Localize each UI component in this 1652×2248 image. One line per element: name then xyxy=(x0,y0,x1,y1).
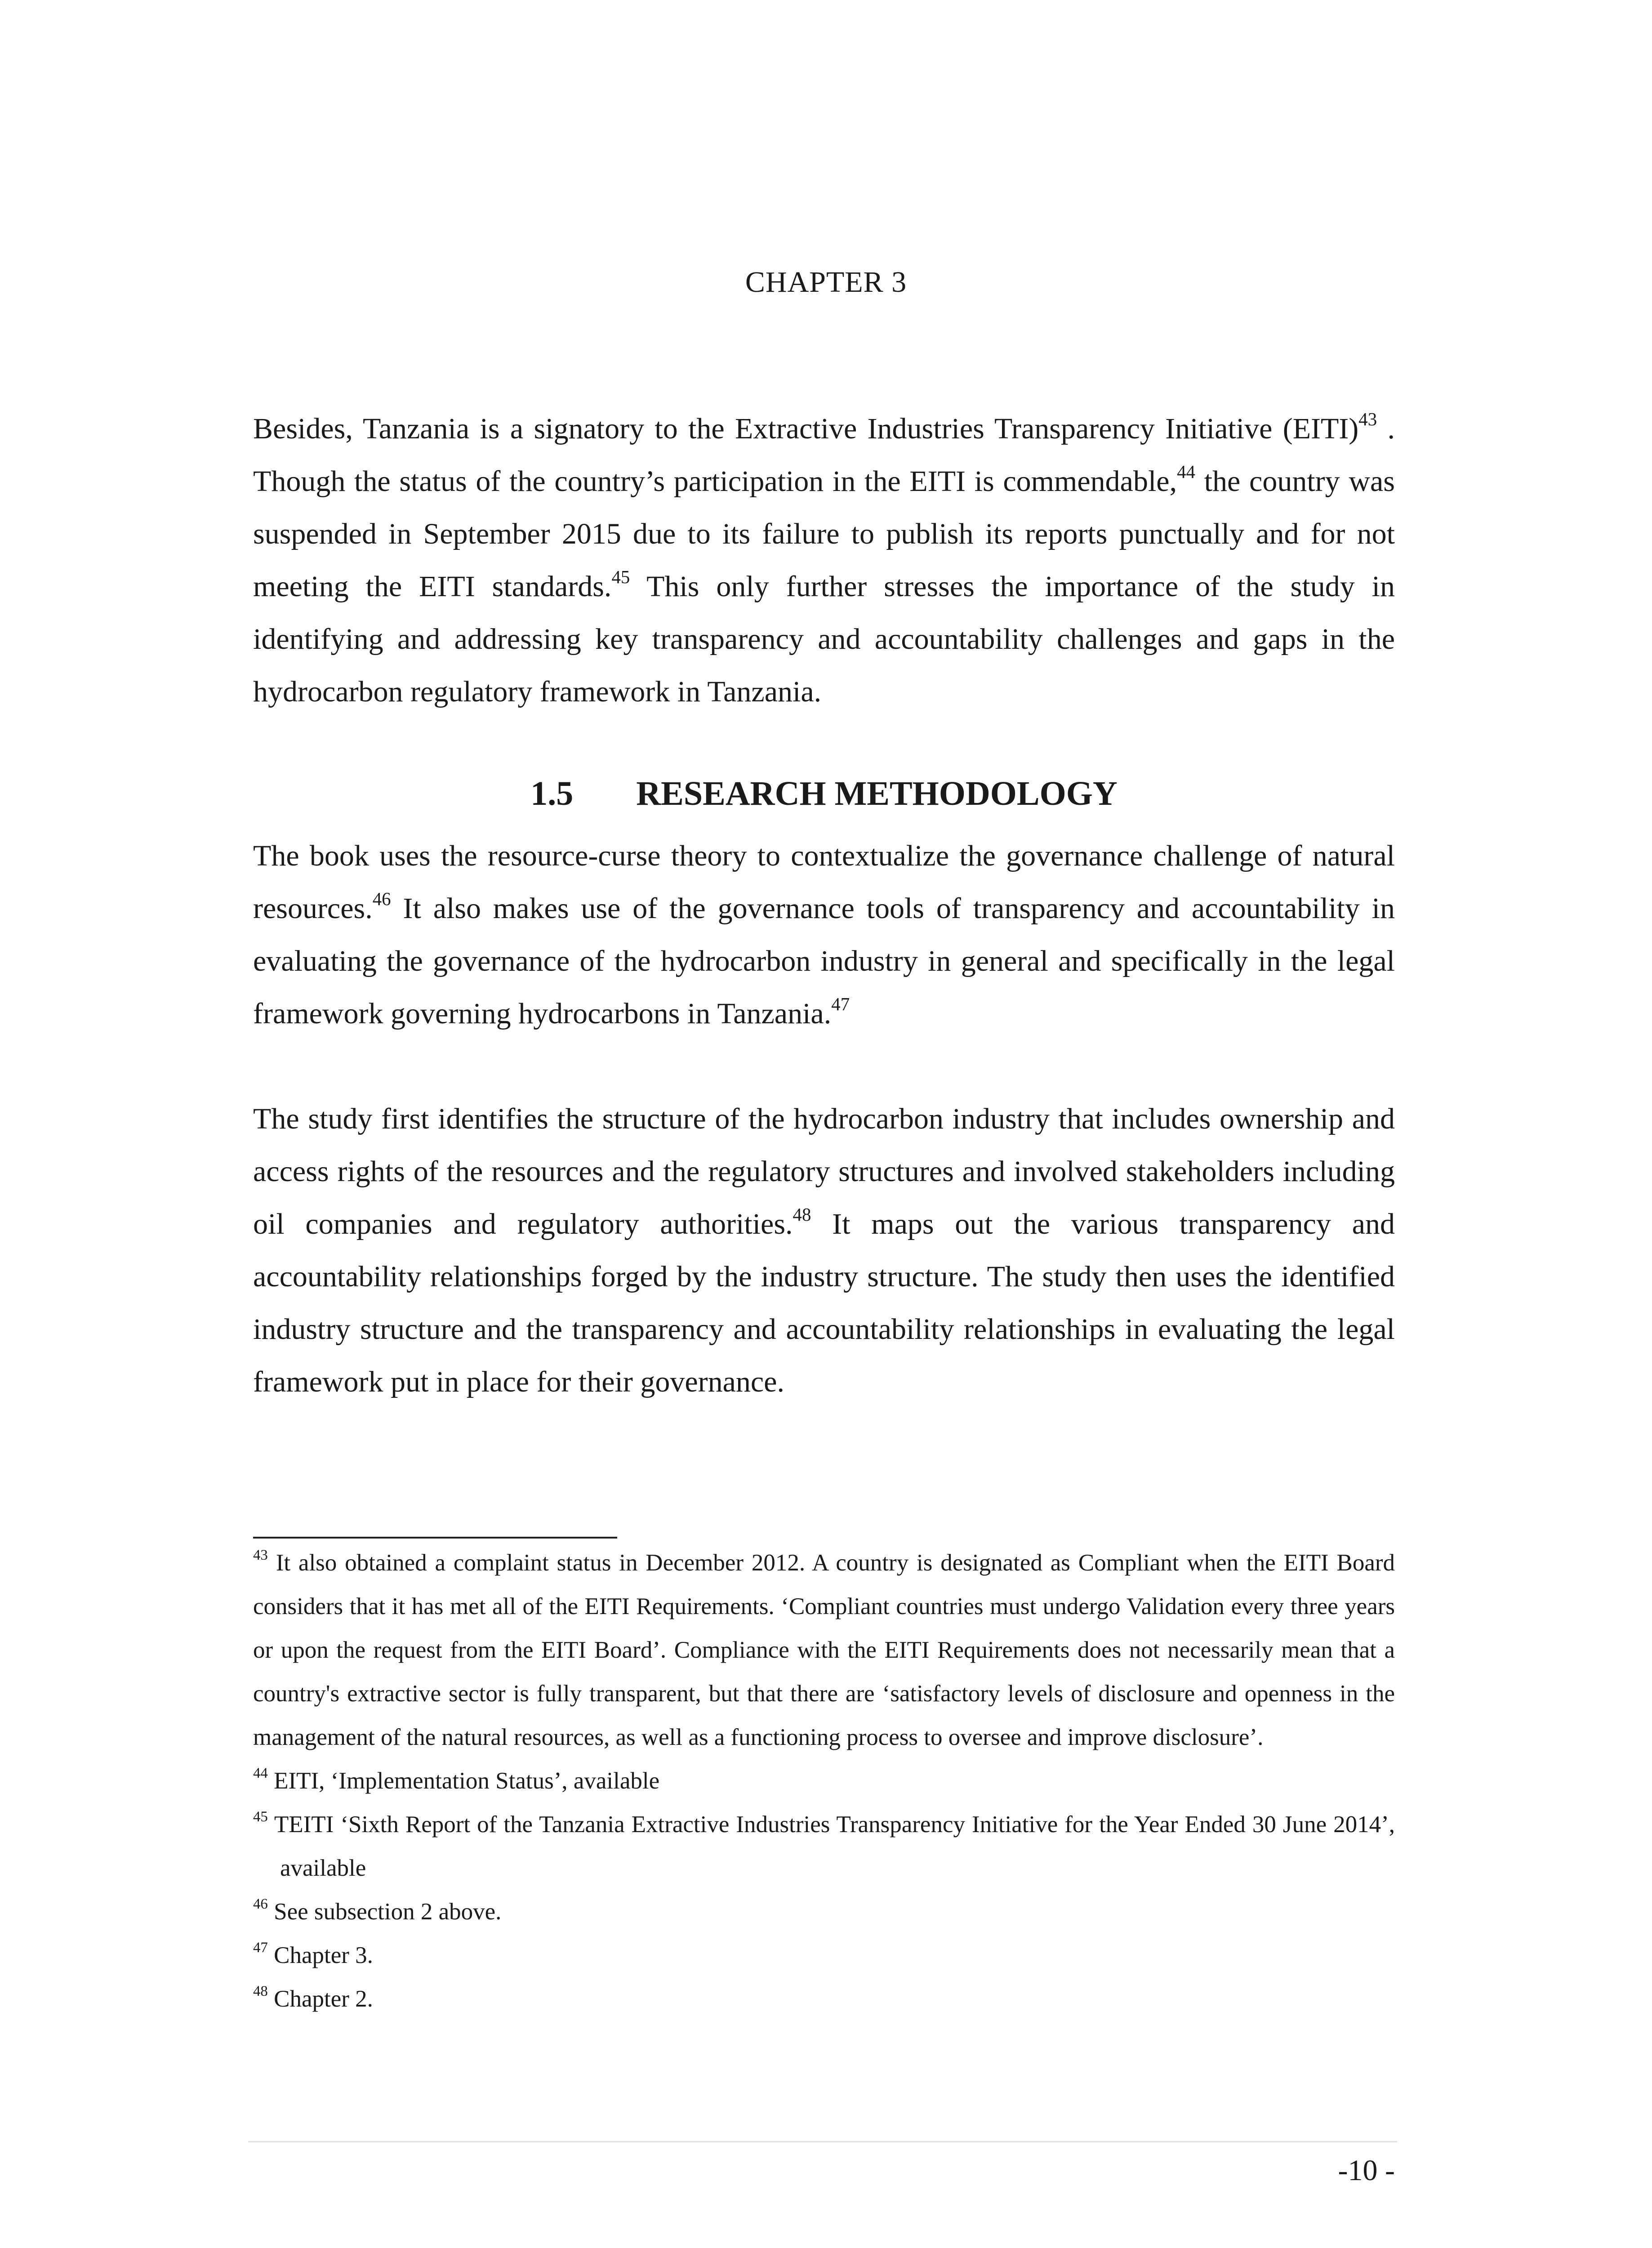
footnote-separator xyxy=(253,1537,617,1539)
footnote-43: $^{43}$ It also obtained a complaint status in December 2012. A country is designated as Compliant when the EITI Board considers that it has met all of the EITI Requirements. ‘Compliant countries must undergo Validation every three years or upon the request from the EITI Board’. Compliance with the EITI Requirements does not necessarily mean that a country's extractive sector is fully transparent, but that there are ‘satisfactory levels of disclosure and openness in the management of the natural resources, as well as a functioning process to oversee and improve disclosure’. xyxy=(253,1547,1395,1750)
section-number: 1.5 xyxy=(530,775,574,812)
paragraph-text: The study first identifies the structure of the hydrocarbon industry that includes ownership and access rights of the resources and the regulatory structures and involved stakeholders including oil companies and regulatory authorities.$^{48}$ It maps out the various transparency and accountability relationships forged by the industry structure. The study then uses the identified industry structure and the transparency and accountability relationships in evaluating the legal framework put in place for their governance. xyxy=(253,1102,1395,1398)
footnote-marker: 48 xyxy=(253,1983,268,2000)
footnote-46: $^{46}$ See subsection 2 above. xyxy=(253,1896,502,1925)
footnote-48: $^{48}$ Chapter 2. xyxy=(253,1983,373,2012)
footnote-marker: 43 xyxy=(253,1547,268,1564)
footnote-marker: 45 xyxy=(253,1809,268,1825)
footnote-ref-44[interactable]: 44 xyxy=(1177,461,1195,482)
footnote-marker: 44 xyxy=(253,1765,268,1782)
paragraph-text: Besides, Tanzania is a signatory to the Extractive Industries Transparency Initiative (EITI)$^{43}$ . Though the status of the country’s participation in the EITI is commendable,$^{44}$ the country was suspended in September 2015 due to its failure to publish its reports punctually and for not meeting the EITI standards.$^{45}$ This only further stresses the importance of the study in identifying and addressing key transparency and accountability challenges and gaps in the hydrocarbon regulatory framework in Tanzania. xyxy=(253,409,1395,708)
footnote-47: $^{47}$ Chapter 3. xyxy=(253,1940,373,1968)
paragraph-industry-structure xyxy=(253,1093,1395,1408)
footnote-marker: 47 xyxy=(253,1940,268,1956)
paragraph-eiti-signatory xyxy=(253,402,1395,718)
footer-separator xyxy=(248,2141,1397,2142)
section-title: RESEARCH METHODOLOGY xyxy=(636,775,1118,812)
paragraph-methodology xyxy=(253,830,1395,1040)
page-number: -10 - xyxy=(1338,2154,1395,2187)
footnote-ref-45[interactable]: 45 xyxy=(611,566,630,587)
footnotes-section xyxy=(253,1541,1395,2021)
paragraph-text: The book uses the resource-curse theory to contextualize the governance challenge of natural resources.$^{46}$ It also makes use of the governance tools of transparency and accountability in evaluating the governance of the hydrocarbon industry in general and specifically in the legal framework governing hydrocarbons in Tanzania.$^{47}$ xyxy=(253,839,1395,1030)
footnote-ref-43[interactable]: 43 xyxy=(1358,409,1377,429)
footnote-ref-47[interactable]: 47 xyxy=(831,994,850,1014)
footnote-marker: 46 xyxy=(253,1896,268,1913)
section-heading xyxy=(253,771,1395,816)
footnote-ref-46[interactable]: 46 xyxy=(372,888,391,909)
chapter-header: CHAPTER 3 xyxy=(745,266,907,299)
footnote-ref-48[interactable]: 48 xyxy=(793,1204,811,1225)
footnote-44: $^{44}$ EITI, ‘Implementation Status’, available xyxy=(253,1765,660,1794)
footnote-45: $^{45}$ TEITI ‘Sixth Report of the Tanzania Extractive Industries Transparency Initiative for the Year Ended 30 June 2014’,available xyxy=(253,1809,1395,1881)
